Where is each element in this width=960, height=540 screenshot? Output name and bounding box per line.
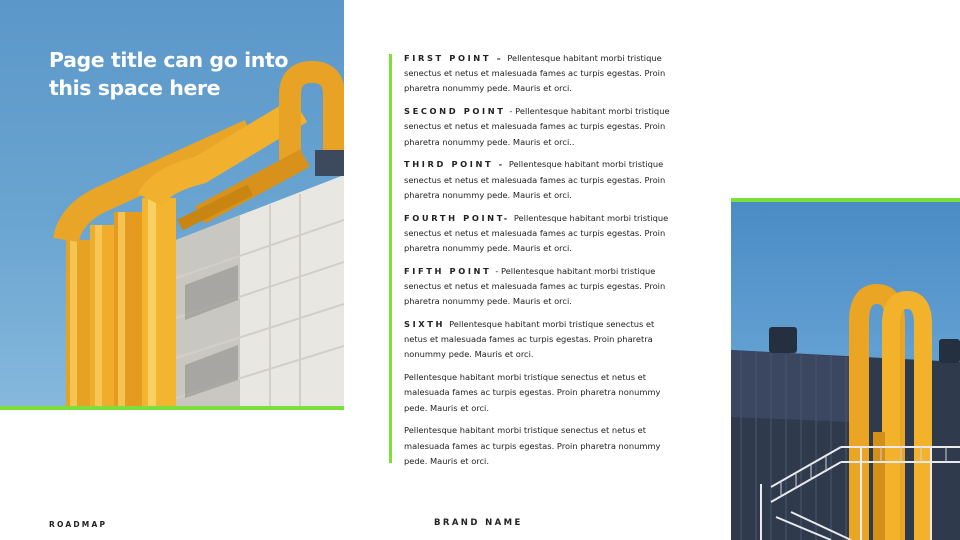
page-title: Page title can go into this space here xyxy=(49,48,289,100)
hero-image xyxy=(0,0,344,406)
point-heading: FIRST POINT – xyxy=(404,53,504,63)
point-text: Pellentesque habitant morbi tristique senectus et netus et malesuada fames ac turpis egestas. Proin pharetra nonummy pede. Mauris et orci. xyxy=(404,372,661,413)
hero-accent-bar xyxy=(0,406,344,410)
point-heading: SECOND POINT xyxy=(404,106,506,117)
point-heading: SIXTH xyxy=(404,319,446,330)
point-2 xyxy=(404,104,676,150)
point-8 xyxy=(404,423,676,469)
footer-brand-name: BRAND NAME xyxy=(434,518,523,528)
point-text: - Pellentesque habitant morbi tristique senectus et netus et malesuada fames ac turpis egestas. Proin pharetra nonummy pede. Mauris et orci.. xyxy=(404,106,670,147)
point-7 xyxy=(404,370,676,416)
green-divider xyxy=(389,54,392,463)
point-text: Pellentesque habitant morbi tristique senectus et netus et malesuada fames ac turpis egestas. Proin pharetra nonummy pede. Mauris et orci. xyxy=(404,319,655,360)
point-text: - Pellentesque habitant morbi tristique senectus et netus et malesuada fames ac turpis egestas. Proin pharetra nonummy pede. Mauris et orci. xyxy=(404,265,666,307)
point-4 xyxy=(404,211,676,257)
point-text: Pellentesque habitant morbi tristique senectus et netus et malesuada fames ac turpis egestas. Proin pharetra nonummy pede. Mauris et orci. xyxy=(404,53,666,94)
point-heading: FIFTH POINT xyxy=(404,265,492,276)
point-heading: THIRD POINT - xyxy=(404,159,505,170)
point-text: Pellentesque habitant morbi tristique senectus et netus et malesuada fames ac turpis egestas. Proin pharetra nonummy pede. Mauris et orci. xyxy=(404,212,669,254)
point-6 xyxy=(404,317,676,363)
points-list xyxy=(404,51,676,477)
point-text: Pellentesque habitant morbi tristique senectus et netus et malesuada fames ac turpis egestas. Proin pharetra nonummy pede. Mauris et orci. xyxy=(404,425,661,466)
point-1 xyxy=(404,51,676,97)
secondary-image xyxy=(731,202,960,540)
point-text: Pellentesque habitant morbi tristique senectus et netus et malesuada fames ac turpis egestas. Proin pharetra nonummy pede. Mauris et orci. xyxy=(404,159,666,200)
point-5 xyxy=(404,264,676,310)
point-heading: FOURTH POINT- xyxy=(404,212,510,223)
pipes-and-stairs-illustration xyxy=(731,202,960,540)
footer-section-label: ROADMAP xyxy=(49,520,108,529)
point-3 xyxy=(404,157,676,203)
